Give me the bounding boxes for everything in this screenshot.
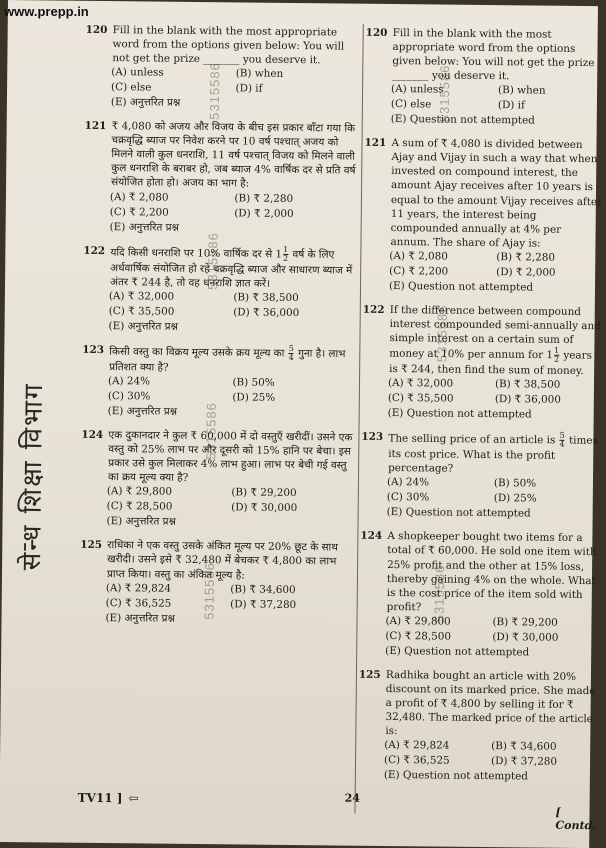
- option-d: (D) if: [497, 99, 525, 112]
- option-d: (D) ₹ 36,000: [494, 393, 561, 406]
- option-e: (E) Question not attempted: [385, 644, 530, 659]
- option-c: (C) 30%: [386, 491, 430, 504]
- fraction: $\frac{1}{2}$: [282, 244, 289, 263]
- paper-code: TV11 ] ⇦: [77, 790, 139, 806]
- option-b: (B) when: [498, 84, 546, 97]
- question-number: 121: [364, 137, 387, 150]
- question-number: 120: [365, 26, 388, 39]
- question-text: [110, 244, 358, 292]
- option-d: (D) ₹ 37,280: [490, 755, 558, 768]
- option-a: (A) ₹ 29,800: [106, 485, 173, 499]
- option-c: (C) ₹ 2,200: [109, 205, 169, 219]
- question-123: [361, 430, 602, 522]
- option-e: (E) Question not attempted: [388, 279, 534, 294]
- hindi-column: [79, 23, 360, 638]
- option-a: (A) ₹ 32,000: [387, 377, 454, 390]
- option-c: (C) else: [111, 81, 152, 94]
- question-text: [388, 430, 601, 477]
- question-120: [85, 23, 361, 112]
- question-124: [80, 428, 356, 531]
- question-number: 125: [80, 539, 103, 552]
- arrow-left-icon: ⇦: [128, 791, 139, 806]
- continued-label: [ Contd.: [555, 805, 597, 833]
- option-c: (C) ₹ 28,500: [385, 629, 452, 643]
- question-number: 121: [84, 120, 107, 133]
- watermark: 5315586: [203, 402, 219, 460]
- option-b: (B) ₹ 2,280: [496, 250, 556, 264]
- question-text: ₹ 4,080 को अजय और विजय के बीच इस प्रकार बाँटा गया कि चक्रवृद्धि ब्याज पर निवेश करने पर 10 वर्ष पश्चात् अजय को मिलने वाली कुल धनराशि, 11 वर्ष पश्चात् विजय को मिलने वाली कुल धनराशि के बराबर हो, जब ब्याज 4% वार्षिक दर से प्रति वर्ष संयोजित होता हो। अजय का भाग है:: [111, 120, 356, 191]
- option-c: (C) ₹ 36,525: [105, 596, 172, 610]
- options: [111, 65, 360, 112]
- question-122: [362, 303, 603, 423]
- option-e: (E) अनुत्तरित प्रश्न: [109, 220, 180, 234]
- site-url: www.prepp.in: [4, 4, 89, 19]
- watermark: 5315586: [434, 304, 450, 363]
- question-text-part: किसी वस्तु का विक्रय मूल्य उसके क्रय मूल्य का: [109, 345, 285, 360]
- option-b: (B) ₹ 34,600: [491, 740, 557, 753]
- question-text: Fill in the blank with the most appropriate word from the options given below: You will not get the prize _______ you deserve it.: [392, 27, 595, 83]
- options: [109, 289, 358, 336]
- watermark: 5315586: [431, 564, 448, 623]
- question-text-part: यदि किसी धनराशि पर 10% वार्षिक दर से: [110, 246, 273, 260]
- option-b: (B) ₹ 29,200: [492, 615, 558, 629]
- option-e: (E) अनुत्तरित प्रश्न: [106, 515, 176, 529]
- options: [105, 581, 354, 628]
- options: [388, 376, 602, 422]
- option-e: (E) Question not attempted: [390, 113, 535, 127]
- question-text-part: The selling price of an article is: [388, 432, 556, 447]
- question-number: 124: [360, 530, 383, 543]
- question-123: [82, 343, 358, 421]
- question-number: 120: [85, 23, 108, 37]
- option-c: (C) ₹ 2,200: [389, 264, 449, 278]
- options: [110, 190, 359, 237]
- watermark: 5315586: [204, 232, 221, 290]
- watermark: 5315586: [206, 62, 223, 120]
- watermark: 5315586: [201, 562, 218, 620]
- question-number: 122: [362, 303, 385, 316]
- question-number: 122: [83, 244, 106, 257]
- option-a: (A) 24%: [386, 476, 430, 489]
- option-d: (D) 25%: [493, 492, 537, 505]
- option-d: (D) ₹ 2,000: [496, 265, 556, 279]
- question-text: A sum of ₹ 4,080 is divided between Ajay and Vijay in such a way that when invested on compound interest, the amount Ajay receives after 10 years is equal to the amount Vijay receives after 11 years, the interest being compounded annually at 4% per annum. The share of Ajay is:: [390, 137, 603, 250]
- question-text: A shopkeeper bought two items for a total of ₹ 60,000. He sold one item with 25% profit and the other at 15% loss, thereby gaining 4% on the whole. What is the cost price of the item sold with profit?: [386, 530, 597, 614]
- question-text: राधिका ने एक वस्तु उसके अंकित मूल्य पर 20% छूट के साथ खरीदी। उसने इसे ₹ 32,480 में बेचकर ₹ 4,800 का लाभ प्राप्त किया। वस्तु का अंकित मूल्य है:: [106, 539, 338, 582]
- option-e: (E) अनुत्तरित प्रश्न: [105, 611, 175, 625]
- option-c: (C) ₹ 28,500: [106, 500, 173, 514]
- option-a: (A) unless: [111, 66, 164, 79]
- option-b: (B) ₹ 2,280: [234, 191, 294, 205]
- option-d: (D) ₹ 30,000: [231, 501, 298, 515]
- options: [387, 475, 601, 521]
- question-number: 123: [82, 343, 105, 356]
- option-e: (E) अनुत्तरित प्रश्न: [108, 319, 178, 333]
- fraction-whole: 1: [546, 349, 554, 362]
- option-e: (E) अनुत्तरित प्रश्न: [107, 405, 178, 418]
- options: [385, 614, 599, 660]
- option-c: (C) 30%: [107, 390, 151, 403]
- options: [106, 484, 355, 531]
- english-column: [358, 26, 606, 795]
- question-text: एक दुकानदार ने कुल ₹ 60,000 में दो वस्तुएँ खरीदीं। उसने एक वस्तु को 25% लाभ पर और दूसरी को 15% हानि पर बेचा। इस प्रकार उसे कुल मिलाकर 4% लाभ हुआ। लाभ पर बेची गई वस्तु का क्रय मूल्य क्या है?: [107, 429, 353, 485]
- option-e: (E) अनुत्तरित प्रश्न: [110, 96, 181, 110]
- option-b: (B) 50%: [493, 477, 537, 490]
- option-b: (B) ₹ 38,500: [494, 378, 561, 391]
- question-text-part: If the difference between compound interest compounded semi-annually and simple interest on a certain sum of money at 10% per annum for: [389, 303, 601, 362]
- options: [391, 82, 605, 128]
- question-number: 124: [81, 428, 104, 442]
- question-number: 123: [361, 430, 384, 444]
- question-text: Radhika bought an article with 20% discount on its marked price. She made a profit of ₹ 4,800 by selling it for ₹ 32,480. The marked price of the article is:: [385, 668, 596, 738]
- option-a: (A) ₹ 2,080: [109, 190, 169, 204]
- fraction: $\frac{5}{4}$: [288, 343, 294, 362]
- option-b: (B) ₹ 34,600: [230, 582, 296, 596]
- option-c: (C) ₹ 35,500: [387, 392, 454, 405]
- question-text: Fill in the blank with the most appropriate word from the options given below: You will not get the prize _______ you deserve it.: [112, 24, 345, 67]
- option-b: (B) ₹ 29,200: [231, 486, 297, 500]
- option-a: (A) ₹ 29,800: [385, 614, 451, 628]
- options: [108, 374, 357, 421]
- question-text: [109, 343, 357, 377]
- question-text-part: गुना है। लाभ प्रतिशत क्या है?: [109, 347, 346, 374]
- option-b: (B) ₹ 38,500: [233, 291, 299, 304]
- question-125: [358, 668, 599, 785]
- option-a: (A) ₹ 2,080: [389, 249, 448, 263]
- option-d: (D) ₹ 30,000: [492, 630, 559, 644]
- option-a: (A) unless: [391, 83, 444, 96]
- option-a: (A) ₹ 32,000: [108, 289, 175, 303]
- question-text-part: वर्ष के लिए अर्धवार्षिक संयोजित हो रहे चक्रवृद्धि ब्याज और साधारण ब्याज में अंतर ₹ 244 है, तो वह धनराशि ज्ञात करें।: [109, 248, 353, 290]
- option-d: (D) 25%: [232, 391, 276, 404]
- option-c: (C) ₹ 36,525: [383, 754, 450, 767]
- watermark: 5315586: [436, 64, 453, 123]
- options: [384, 738, 598, 784]
- page-number: 24: [344, 791, 361, 805]
- fraction-whole: 1: [275, 247, 283, 261]
- question-120: [365, 26, 606, 129]
- option-d: (D) ₹ 2,000: [234, 206, 294, 220]
- question-text-part: years is ₹ 244, then find the sum of money.: [389, 349, 592, 378]
- option-e: (E) Question not attempted: [387, 407, 532, 421]
- question-124: [359, 529, 600, 660]
- option-c: (C) else: [390, 98, 432, 111]
- question-text-part: times its cost price. What is the profit percentage?: [388, 434, 598, 475]
- fraction: $\frac{5}{4}$: [559, 430, 565, 450]
- question-121: [363, 136, 605, 295]
- option-e: (E) Question not attempted: [383, 769, 529, 783]
- option-a: (A) ₹ 29,824: [105, 581, 172, 595]
- handwritten-note: सेन्ध शिक्षा विभाग: [17, 382, 49, 571]
- option-a: (A) ₹ 29,824: [384, 739, 450, 752]
- option-d: (D) ₹ 37,280: [230, 597, 297, 611]
- question-text: [389, 303, 603, 378]
- options: [389, 249, 603, 295]
- option-c: (C) ₹ 35,500: [108, 304, 175, 318]
- question-122: [83, 243, 359, 335]
- question-number: 125: [358, 668, 381, 681]
- option-b: (B) 50%: [232, 376, 275, 389]
- fraction: $\frac{1}{2}$: [553, 345, 560, 364]
- option-a: (A) 24%: [107, 375, 151, 388]
- option-e: (E) Question not attempted: [386, 506, 531, 520]
- question-121: [84, 119, 360, 236]
- option-d: (D) ₹ 36,000: [233, 306, 300, 319]
- question-125: [79, 538, 355, 627]
- option-d: (D) if: [235, 82, 263, 95]
- option-b: (B) when: [235, 67, 284, 81]
